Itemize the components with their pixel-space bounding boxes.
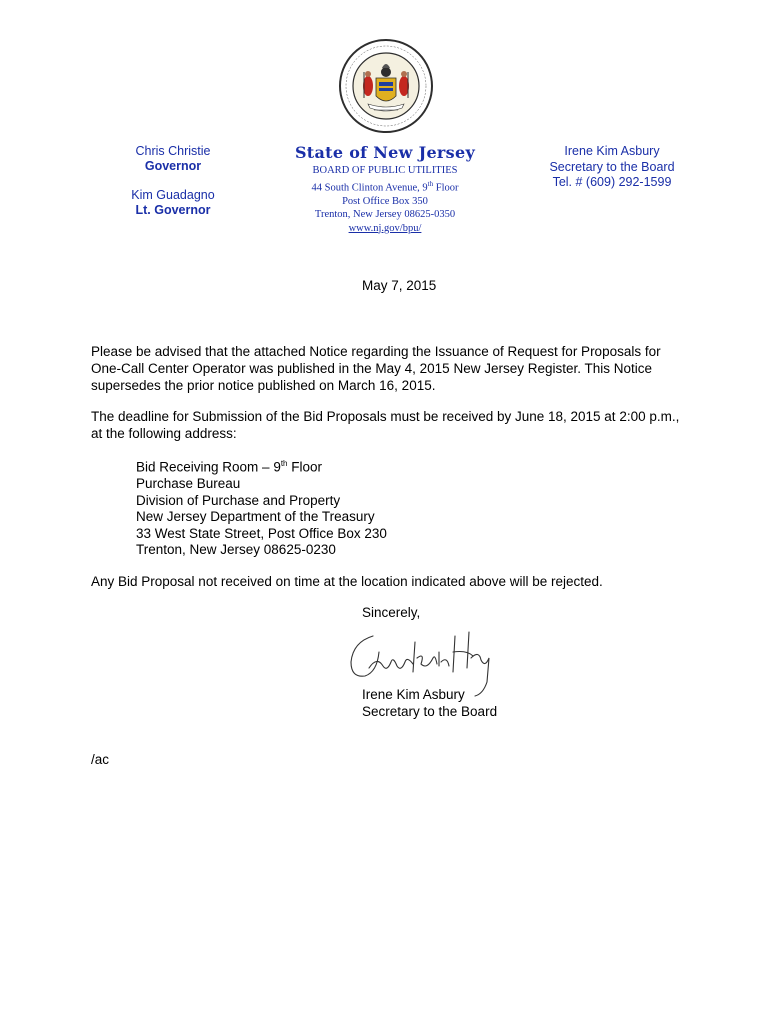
secretary-name: Irene Kim Asbury bbox=[564, 144, 660, 158]
governor-name: Chris Christie bbox=[135, 144, 211, 158]
agency-website-link[interactable]: www.nj.gov/bpu/ bbox=[348, 222, 422, 234]
paragraph-notice: Please be advised that the attached Notice regarding the Issuance of Request for Proposals for One-Call Center Operator was published in the May 4, 2015 New Jersey Register. This Notice supersedes the prior notice published on March 16, 2015. bbox=[91, 344, 661, 393]
signer-name: Irene Kim Asbury bbox=[362, 687, 465, 702]
state-name: State of New Jersey bbox=[294, 143, 476, 162]
paragraph-deadline: The deadline for Submission of the Bid Proposals must be received by June 18, 2015 at 2:00 p.m., at the following address: bbox=[91, 409, 680, 441]
signer-title: Secretary to the Board bbox=[362, 704, 498, 719]
governor-title: Governor bbox=[144, 159, 202, 173]
address-line: 33 West State Street, Post Office Box 230 bbox=[136, 525, 387, 541]
secretary-phone: Tel. # (609) 292-1599 bbox=[552, 175, 672, 189]
address-line: Purchase Bureau bbox=[136, 476, 241, 491]
delivery-address bbox=[136, 456, 387, 559]
address-line: Division of Purchase and Property bbox=[136, 492, 341, 508]
signer-block bbox=[362, 686, 497, 720]
state-seal-icon bbox=[338, 38, 434, 134]
agency-city: Trenton, New Jersey 08625-0350 bbox=[314, 209, 456, 220]
paragraph-rejection: Any Bid Proposal not received on time at the location indicated above will be rejected. bbox=[91, 574, 603, 589]
closing-salutation: Sincerely, bbox=[362, 605, 421, 620]
typist-initials: /ac bbox=[91, 752, 110, 767]
secretary-block bbox=[532, 144, 692, 191]
lt-governor-name: Kim Guadagno bbox=[131, 188, 215, 202]
address-line: Trenton, New Jersey 08625-0230 bbox=[136, 542, 336, 557]
agency-po-box: Post Office Box 350 bbox=[342, 195, 428, 207]
agency-street: 44 South Clinton Avenue, 9th Floor bbox=[311, 179, 459, 193]
secretary-title: Secretary to the Board bbox=[549, 159, 675, 174]
letterhead bbox=[268, 142, 502, 235]
officials-block bbox=[100, 144, 246, 218]
lt-governor-title: Lt. Governor bbox=[135, 203, 211, 217]
address-line: Bid Receiving Room – 9th Floor bbox=[136, 459, 323, 475]
agency-name: BOARD OF PUBLIC UTILITIES bbox=[312, 165, 458, 176]
address-line: New Jersey Department of the Treasury bbox=[136, 509, 375, 524]
letter-date: May 7, 2015 bbox=[362, 278, 437, 293]
